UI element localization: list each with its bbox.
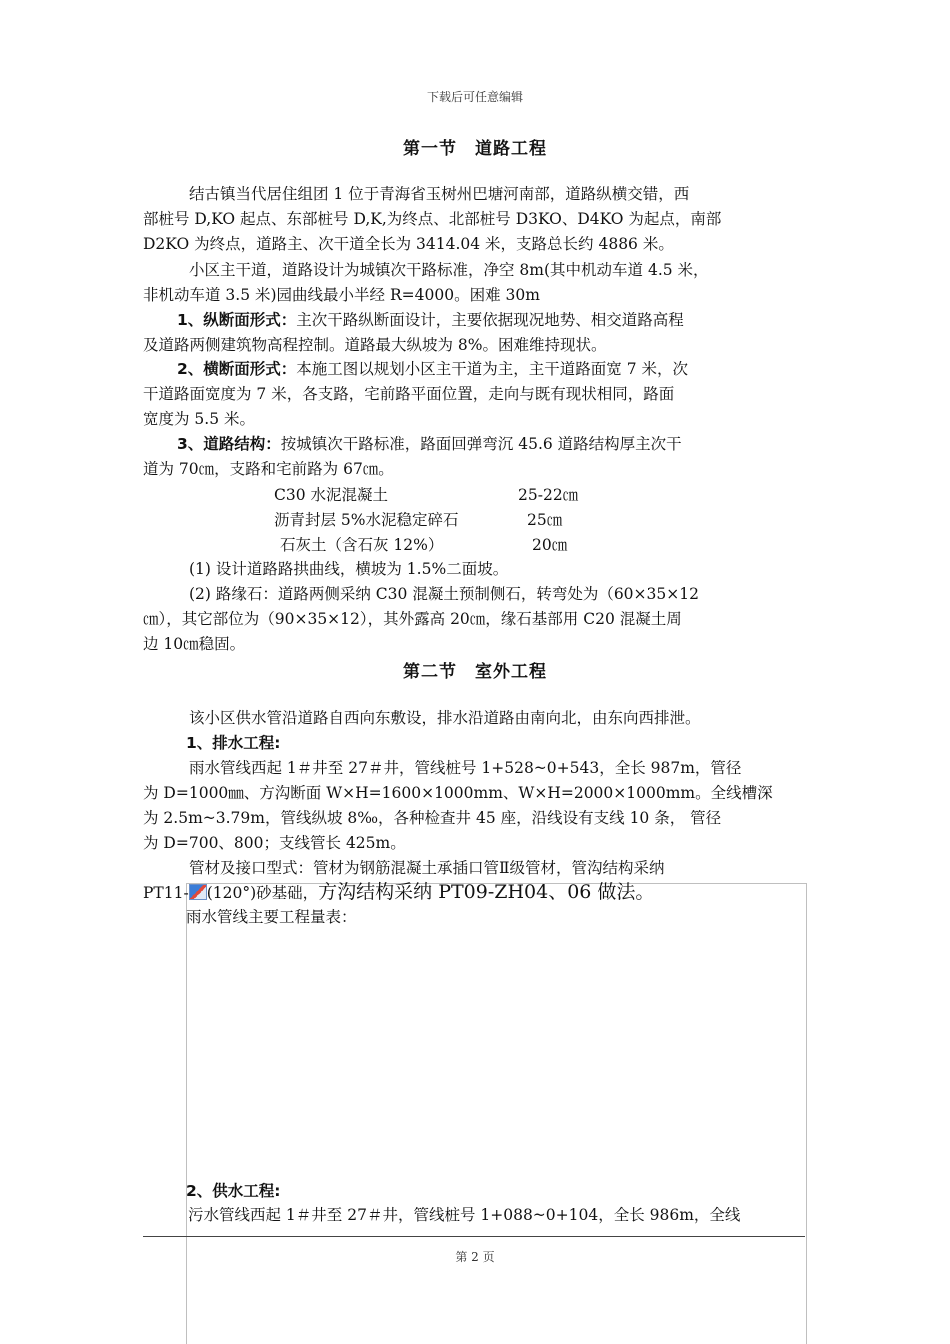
drain-heading: 1、排水工程: bbox=[186, 734, 281, 752]
supply-heading: 2、供水工程: bbox=[186, 1182, 281, 1200]
footer-rule bbox=[143, 1236, 805, 1237]
item2-label: 2、横断面形式： bbox=[177, 360, 297, 378]
page-footer: 第 2 页 bbox=[455, 1250, 495, 1264]
embedded-table-frame bbox=[186, 883, 807, 1344]
item2-line2: 干道路面宽度为 7 米，各支路，宅前路平面位置，走向与既有现状相同，路面 bbox=[143, 385, 675, 403]
layer-1-thickness: 25-22㎝ bbox=[518, 486, 579, 504]
section-2-title: 第二节 室外工程 bbox=[403, 662, 547, 682]
s1-p1-line3: D2KO 为终点，道路主、次干道全长为 3414.04 米，支路总长约 4886 米。 bbox=[143, 235, 674, 253]
drain-line1: 雨水管线西起 1＃井至 27＃井，管线桩号 1+528~0+543，全长 987m，管径 bbox=[189, 759, 742, 777]
item3-label: 3、道路结构： bbox=[177, 435, 281, 453]
section-1-title: 第一节 道路工程 bbox=[403, 139, 547, 159]
item2-line3: 宽度为 5.5 米。 bbox=[143, 410, 256, 428]
s1-p1-line1: 结古镇当代居住组团 1 位于青海省玉树州巴塘河南部，道路纵横交错，西 bbox=[189, 185, 690, 203]
item3-line1 bbox=[143, 432, 808, 457]
item3-line2: 道为 70㎝，支路和宅前路为 67㎝。 bbox=[143, 460, 394, 478]
table-caption: 雨水管线主要工程量表： bbox=[186, 908, 357, 926]
page-header: 下载后可任意编辑 bbox=[426, 90, 523, 104]
item1-text: 主次干路纵断面设计，主要依据现况地势、相交道路高程 bbox=[296, 311, 684, 329]
item1-line2: 及道路两侧建筑物高程控制。道路最大纵坡为 8%。困难维持现状。 bbox=[143, 336, 607, 354]
s1-p1-line2: 部桩号 D,KO 起点、东部桩号 D,K,为终点、北部桩号 D3KO、D4KO 为起点，南部 bbox=[143, 210, 722, 228]
item2-line1 bbox=[143, 357, 808, 382]
pipe-line2-a: PT11- bbox=[143, 884, 189, 902]
pipe-line1: 管材及接口型式：管材为钢筋混凝土承插口管Ⅱ级管材，管沟结构采纳 bbox=[189, 859, 665, 877]
drain-line2: 为 D=1000㎜、方沟断面 W×H=1600×1000mm、W×H=2000×1000mm。全线槽深 bbox=[143, 784, 773, 802]
pipe-line2 bbox=[143, 880, 808, 906]
item1-label: 1、纵断面形式： bbox=[177, 311, 297, 329]
layer-3-name: 石灰土（含石灰 12%） bbox=[280, 536, 444, 554]
pipe-line2-b: (120°)砂基础， bbox=[206, 884, 319, 902]
item1-line1 bbox=[143, 308, 808, 333]
drain-line4: 为 D=700、800；支线管长 425m。 bbox=[143, 834, 406, 852]
note-2-line3: 边 10㎝稳固。 bbox=[143, 635, 246, 653]
s2-intro: 该小区供水管沿道路自西向东敷设，排水沿道路由南向北，由东向西排泄。 bbox=[189, 709, 701, 727]
item3-text: 按城镇次干路标准，路面回弹弯沉 45.6 道路结构厚主次干 bbox=[280, 435, 682, 453]
layer-2-thickness: 25㎝ bbox=[527, 511, 563, 529]
note-2-line2: ㎝），其它部位为（90×35×12），其外露高 20㎝，缘石基部用 C20 混凝土周 bbox=[143, 610, 682, 628]
layer-3-thickness: 20㎝ bbox=[532, 536, 568, 554]
drain-line3: 为 2.5m~3.79m，管线纵坡 8‰，各种检查井 45 座，沿线设有支线 10 条， 管径 bbox=[143, 809, 722, 827]
pipe-line2-c: 方沟结构采纳 PT09-ZH04、06 做法。 bbox=[318, 881, 655, 903]
item2-text: 本施工图以规划小区主干道为主，主干道路面宽 7 米，次 bbox=[296, 360, 689, 378]
note-2-line1: (2) 路缘石：道路两侧采纳 C30 混凝土预制侧石，转弯处为（60×35×12 bbox=[189, 585, 699, 603]
s1-p2-line2: 非机动车道 3.5 米)园曲线最小半经 R=4000。困难 30m bbox=[143, 286, 540, 304]
s1-p2-line1: 小区主干道，道路设计为城镇次干路标准，净空 8m(其中机动车道 4.5 米， bbox=[189, 261, 709, 279]
note-1: (1) 设计道路路拱曲线，横坡为 1.5%二面坡。 bbox=[189, 560, 509, 578]
broken-image-icon bbox=[189, 884, 207, 900]
layer-2-name: 沥青封层 5%水泥稳定碎石 bbox=[274, 511, 459, 529]
supply-line1: 污水管线西起 1＃井至 27＃井，管线桩号 1+088~0+104，全长 986m，全线 bbox=[188, 1206, 741, 1224]
layer-1-name: C30 水泥混凝土 bbox=[274, 486, 389, 504]
